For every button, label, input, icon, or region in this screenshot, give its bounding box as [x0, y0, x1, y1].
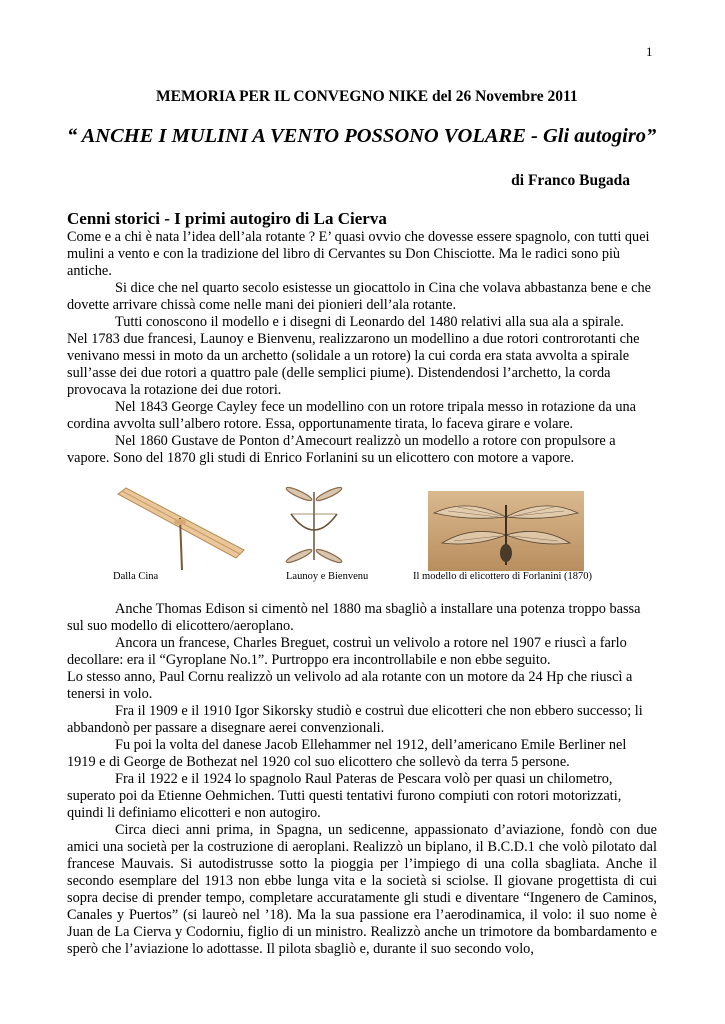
paragraph: Nel 1860 Gustave de Ponton d’Amecourt realizzò un modello a rotore con propulsore a vapore. Sono del 1870 gli studi di Enrico Forlanini su un elicottero con motore a vapore.: [67, 433, 616, 466]
forlanini-helicopter-image: [428, 491, 584, 571]
section-title: Cenni storici - I primi autogiro di La Cierva: [67, 209, 387, 228]
document-title: “ ANCHE I MULINI A VENTO POSSONO VOLARE - Gli autogiro”: [67, 125, 657, 147]
caption-launoy: Launoy e Bienvenu: [286, 571, 369, 582]
paragraph: Nel 1843 George Cayley fece un modellino con un rotore tripala messo in rotazione da una cordina avvolta sull’albero rotore. Essa, opportunamente tirata, lo faceva girare e volare.: [67, 399, 637, 432]
body-text-b: [67, 601, 657, 958]
launoy-bienvenu-model-image: [283, 484, 345, 568]
paragraph: Fra il 1922 e il 1924 lo spagnolo Raul Pateras de Pescara volò per quasi un chilometro, superato poi da Etienne Oehmichen. Tutti questi tentativi furono compiuti con rotori motorizzati, quindi li definiamo elicotteri e non autogiro.: [67, 771, 622, 821]
paragraph: Lo stesso anno, Paul Cornu realizzò un velivolo ad ala rotante con un motore da 24 Hp che riuscì a tenersi in volo.: [67, 669, 633, 702]
page-number: 1: [646, 44, 653, 59]
paragraph: Nel 1783 due francesi, Launoy e Bienvenu, realizzarono un modellino a due rotori controrotanti che venivano messi in moto da un archetto (solidale a un rotore) la cui corda era stata avvolta a spirale sull’asse dei due rotori a quattro pale (delle semplici piume). Distendendosi l’archetto, la corda provocava la rotazione dei due rotori.: [67, 331, 640, 398]
paragraph: Come e a chi è nata l’idea dell’ala rotante ? E’ quasi ovvio che dovesse essere spagnolo, con tutti quei mulini a vento e con la tradizione del libro di Cervantes su Don Chisciotte. Ma le radici sono più antiche.: [67, 229, 650, 279]
caption-china: Dalla Cina: [113, 571, 159, 582]
paragraph: Circa dieci anni prima, in Spagna, un sedicenne, appassionato d’aviazione, fondò con due amici una società per la costruzione di aeroplani. Realizzò un biplano, il B.C.D.1 che volò pilotato dal francese Mauvais. Si autodistrusse sotto la pioggia per l’impiego di una colla sbagliata. Anche il secondo esemplare del 1913 non ebbe lunga vita e la società si sciolse. Il giovane progettista di cui sopra decise di prender tempo, completare accuratamente gli studi e diventare “Ingenero de Caminos, Canales y Puertos” (si laureò nel ’18). Ma la sua passione era l’aerodinamica, il volo: il suo nome è Juan de La Cierva y Codorniu, figlio di un ministro. Realizzò anche un trimotore da bombardamento e sperò che l’aviazione lo adottasse. Il pilota sbagliò e, durante il suo secondo volo,: [67, 822, 657, 957]
chinese-toy-image: [112, 484, 248, 570]
conference-heading: MEMORIA PER IL CONVEGNO NIKE del 26 Novembre 2011: [156, 88, 578, 105]
paragraph: Tutti conoscono il modello e i disegni di Leonardo del 1480 relativi alla sua ala a spirale.: [115, 314, 624, 330]
body-text-a: [67, 229, 657, 467]
paragraph: Fra il 1909 e il 1910 Igor Sikorsky studiò e costruì due elicotteri che non ebbero successo; li abbandonò per passare a disegnare aerei convenzionali.: [67, 703, 643, 736]
paragraph: Si dice che nel quarto secolo esistesse un giocattolo in Cina che volava abbastanza bene e che dovette arrivare chissà come nelle mani dei pionieri dell’ala rotante.: [67, 280, 651, 313]
caption-forlanini: Il modello di elicottero di Forlanini (1870): [413, 571, 593, 582]
paragraph: Fu poi la volta del danese Jacob Ellehammer nel 1912, dell’americano Emile Berliner nel 1919 e di George de Bothezat nel 1920 col suo elicottero che sollevò da terra 5 persone.: [67, 737, 627, 770]
paragraph: Ancora un francese, Charles Breguet, costruì un velivolo a rotore nel 1907 e riuscì a farlo decollare: era il “Gyroplane No.1”. Purtroppo era incontrollabile e non ebbe seguito.: [67, 635, 627, 668]
author-line: di Franco Bugada: [511, 172, 630, 189]
figure-row: [0, 484, 725, 584]
paragraph: Anche Thomas Edison si cimentò nel 1880 ma sbagliò a installare una potenza troppo bassa sul suo modello di elicottero/aeroplano.: [67, 601, 641, 634]
